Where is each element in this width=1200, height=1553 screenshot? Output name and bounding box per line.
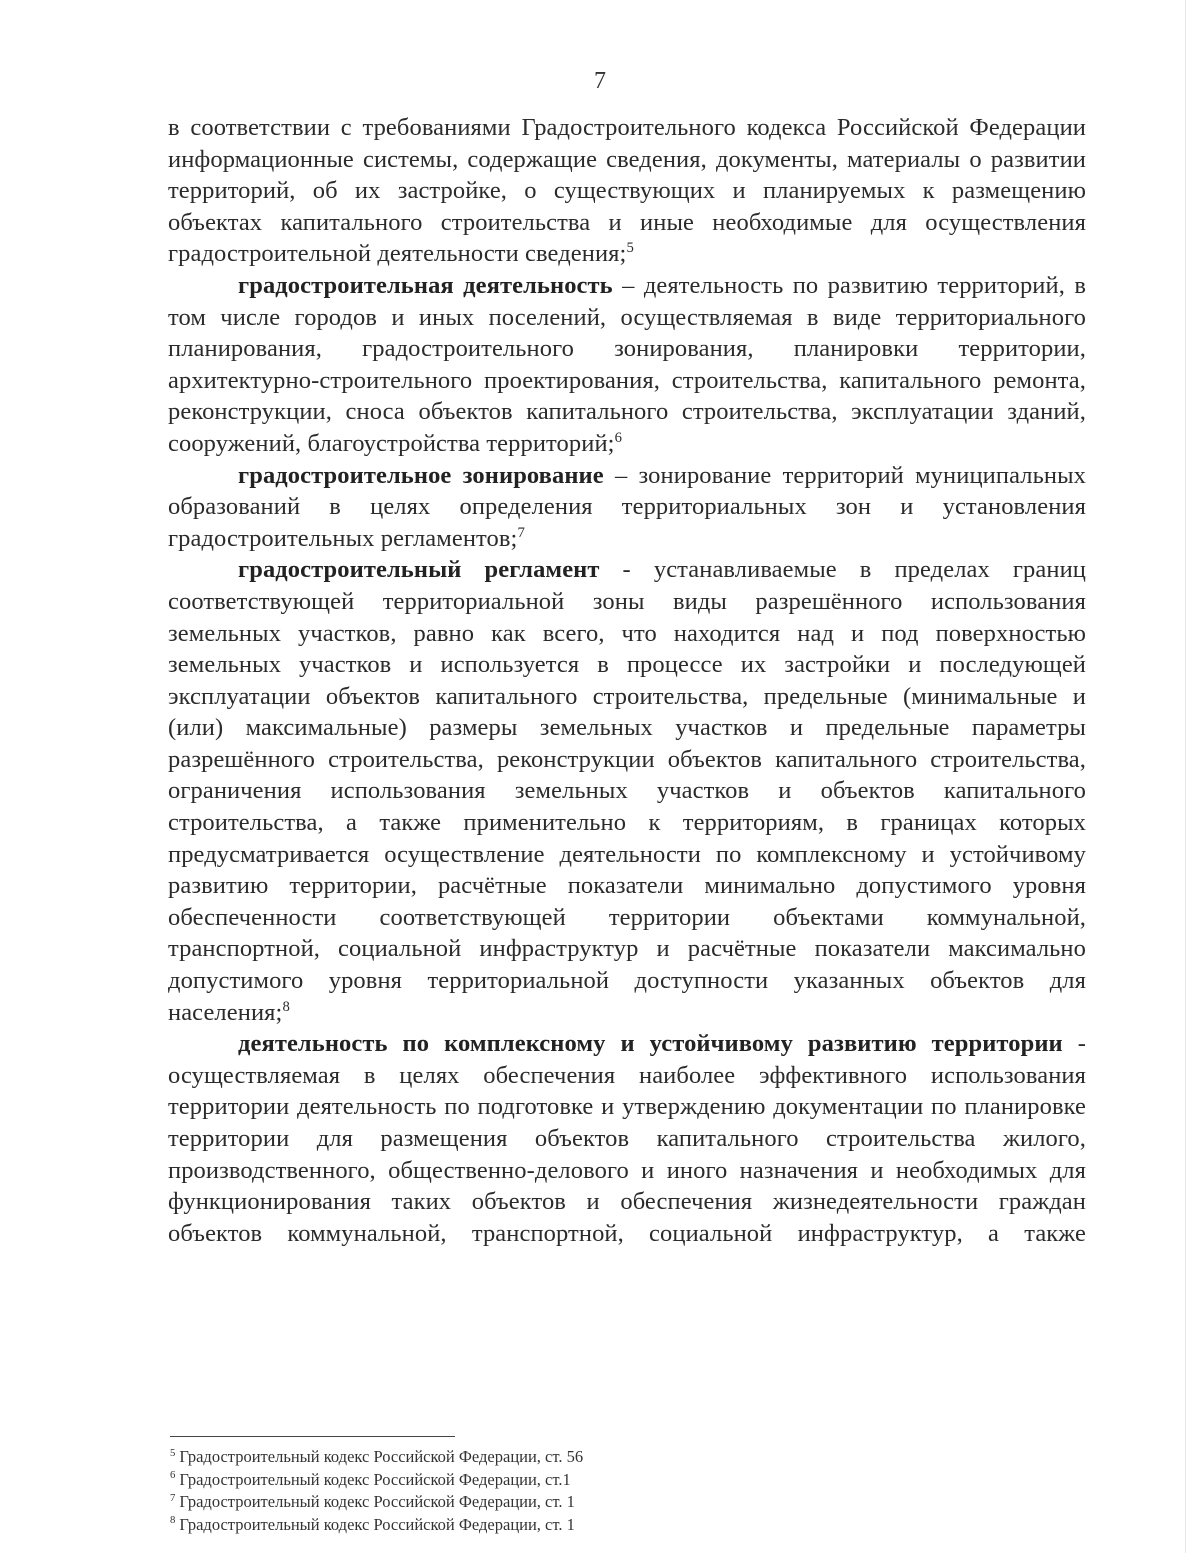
term-dash: –	[612, 271, 644, 299]
footnote-separator	[170, 1436, 455, 1437]
footnotes	[170, 1446, 870, 1536]
footnote-ref: 8	[282, 998, 290, 1015]
footnote-text: Градостроительный кодекс Российской Федерации, ст.1	[179, 1469, 571, 1489]
paragraph-urban-regulation	[168, 554, 1086, 1028]
paragraph-text: осуществляемая в целях обеспечения наиболее эффективного использования территории деятельность по подготовке и утверждению документации по планировке территории для размещения объектов капитального строительства жилого, производственного, общественно-делового и иного назначения и необходимых для функционирования таких объектов и обеспечения жизнедеятельности граждан объектов коммунальной, транспортной, социальной инфраструктур, а также	[168, 1061, 1086, 1247]
footnote-ref: 6	[614, 429, 623, 446]
paragraph-info-systems	[168, 112, 1086, 270]
defined-term: градостроительная деятельность	[238, 271, 613, 299]
footnote-text: Градостроительный кодекс Российской Федерации, ст. 56	[179, 1447, 584, 1466]
footnote-item	[170, 1446, 870, 1469]
footnote-item	[170, 1469, 870, 1492]
footnote-number: 8	[170, 1514, 176, 1526]
footnote-text: Градостроительный кодекс Российской Федерации, ст. 1	[179, 1492, 575, 1511]
footnote-number: 7	[170, 1491, 176, 1504]
term-dash: –	[603, 461, 639, 489]
footnote-item	[170, 1491, 870, 1514]
footnote-text: Градостроительный кодекс Российской Федерации, ст. 1	[179, 1514, 575, 1534]
footnote-number: 6	[170, 1469, 176, 1481]
paragraph-text: устанавливаемые в пределах границ соответствующей территориальной зоны виды разрешённого использования земельных участков, равно как всего, что находится над и под поверхностью земельных участков и используется в процессе их застройки и последующей эксплуатации объектов капитального строительства, предельные (минимальные и (или) максимальные) размеры земельных участков и предельные параметры разрешённого строительства, реконструкции объектов капитального строительства, ограничения использования земельных участков и объектов капитального строительства, а также применительно к территориям, в границах которых предусматривается осуществление деятельности по комплексному и устойчивому развитию территории, расчётные показатели минимально допустимого уровня обеспеченности соответствующей территории объектами коммунальной, транспортной, социальной инфраструктур и расчётные показатели максимально допустимого уровня территориальной доступности указанных объектов для населения;	[168, 556, 1086, 1026]
term-dash: -	[1062, 1030, 1086, 1058]
defined-term: градостроительный регламент	[238, 556, 600, 584]
footnote-ref: 7	[517, 524, 525, 541]
term-dash: -	[599, 556, 654, 584]
defined-term: градостроительное зонирование	[238, 461, 604, 489]
scan-edge-line	[1185, 0, 1186, 1553]
paragraph-text: деятельность по развитию территорий, в том числе городов и иных поселений, осуществляемая в виде территориального планирования, градостроительного зонирования, планировки территории, архитектурно-строительного проектирования, строительства, капитального ремонта, реконструкции, сноса объектов капитального строительства, эксплуатации зданий, сооружений, благоустройства территорий;	[168, 271, 1086, 457]
paragraph-urban-zoning	[168, 460, 1086, 555]
paragraph-complex-development	[168, 1028, 1086, 1249]
page-number: 7	[594, 68, 606, 94]
paragraph-urban-planning-activity	[168, 270, 1086, 460]
footnote-ref: 5	[626, 240, 634, 257]
document-body	[168, 112, 1086, 1249]
footnote-item	[170, 1514, 870, 1537]
footnote-number: 5	[170, 1446, 176, 1459]
paragraph-text: в соответствии с требованиями Градостроительного кодекса Российской Федерации информационные системы, содержащие сведения, документы, материалы о развитии территорий, об их застройке, о существующих и планируемых к размещению объектах капитального строительства и иные необходимые для осуществления градостроительной деятельности сведения;	[168, 114, 1086, 268]
paragraph-text: зонирование территорий муниципальных образований в целях определения территориальных зон и установления градостроительных регламентов;	[168, 461, 1086, 552]
defined-term: деятельность по комплексному и устойчивому развитию территории	[238, 1030, 1063, 1058]
